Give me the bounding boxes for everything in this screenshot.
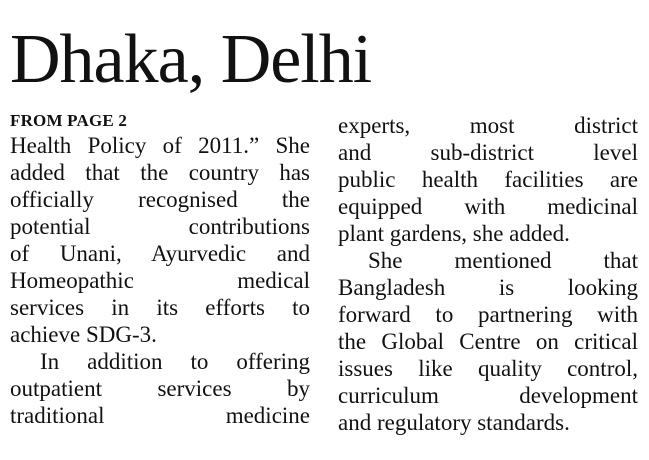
article-column-left [10,110,310,429]
body-line: added that the country has [10,160,310,185]
body-line: potential contributions [10,214,310,239]
body-line: the Global Centre on critical [338,329,638,354]
body-line: and regulatory standards. [338,410,570,435]
article-column-right [338,112,638,436]
body-line: services in its efforts to [10,295,310,320]
body-line: public health facilities are [338,167,638,192]
body-line: officially recognised the [10,187,310,212]
body-line: issues like quality control, [338,356,638,381]
body-line: equipped with medicinal [338,194,638,219]
body-line: traditional medicine [10,403,310,428]
body-line: Bangladesh is looking [338,275,638,300]
body-line: plant gardens, she added. [338,221,570,246]
body-line: of Unani, Ayurvedic and [10,241,310,266]
body-line: In addition to offering [40,349,310,374]
body-line: curriculum development [338,383,638,408]
body-line: Homeopathic medical [10,268,310,293]
body-line: achieve SDG-3. [10,322,157,347]
body-line: and sub-district level [338,140,638,165]
body-line: She mentioned that [368,248,638,273]
body-line: outpatient services by [10,376,310,401]
body-line: experts, most district [338,113,638,138]
body-line: Health Policy of 2011.” She [10,133,310,158]
kicker-from-page: FROM PAGE 2 [10,111,128,130]
body-line: forward to partnering with [338,302,638,327]
headline: Dhaka, Delhi [10,21,372,98]
